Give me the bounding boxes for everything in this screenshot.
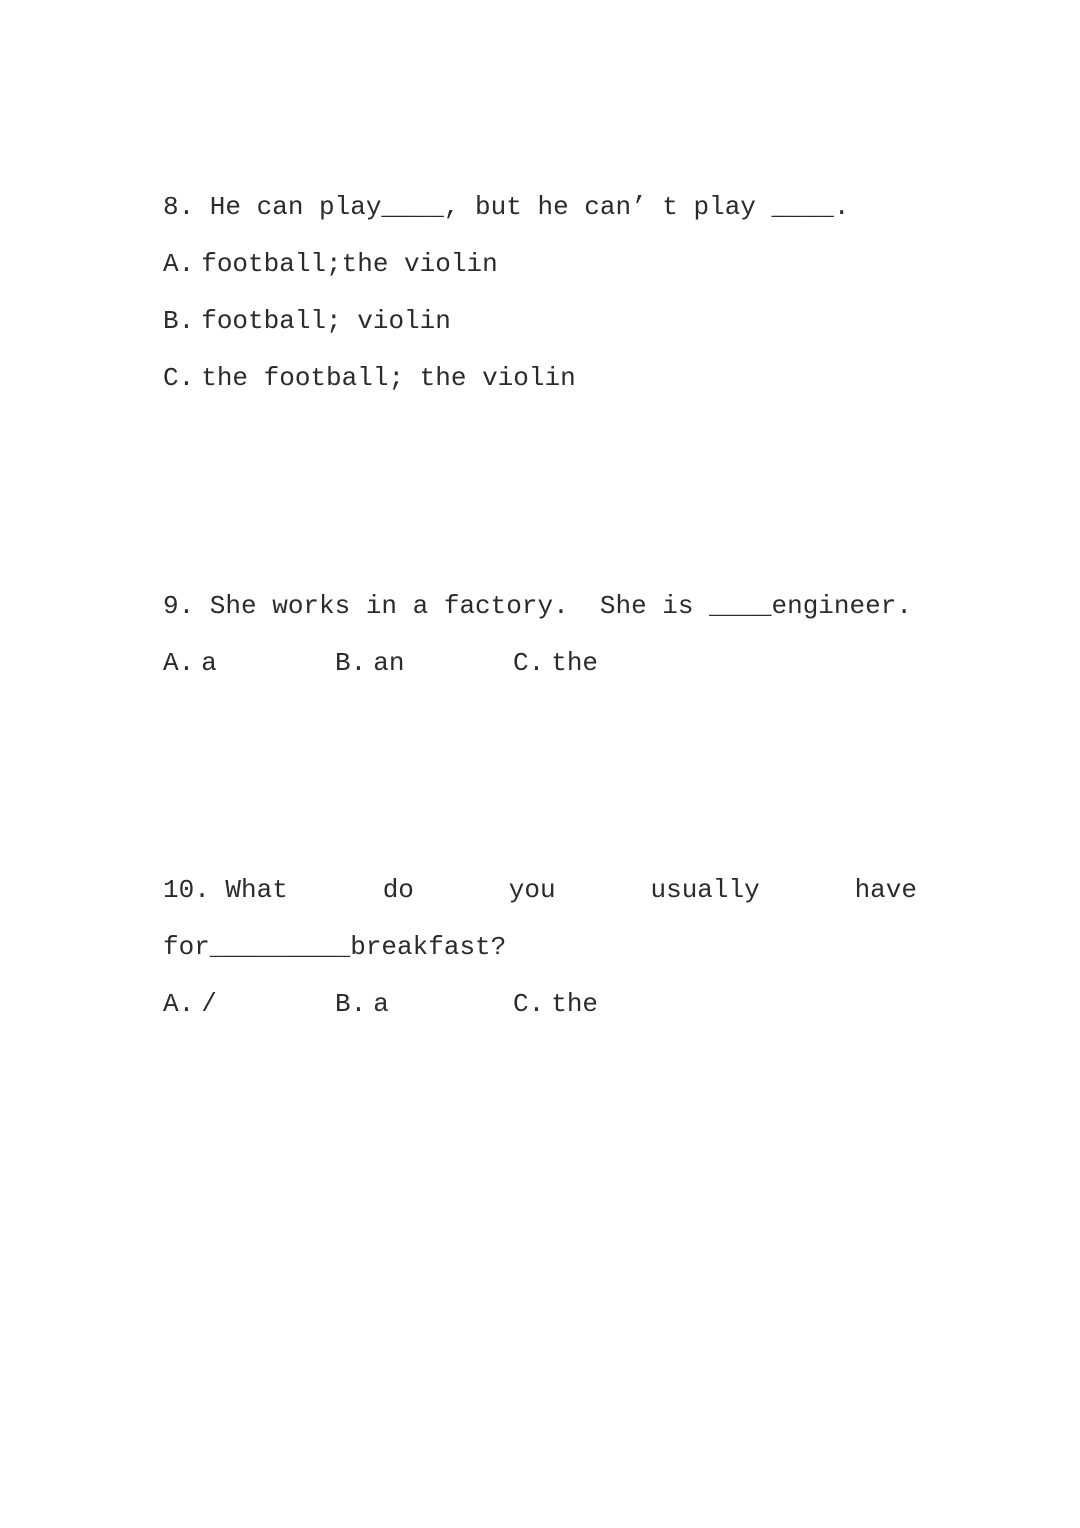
stem-token: you bbox=[508, 875, 556, 905]
question-8-stem: 8. He can play____, but he can’ t play ____. bbox=[163, 192, 850, 222]
option-label: B. bbox=[163, 306, 195, 336]
option-text: the football; the violin bbox=[201, 363, 576, 393]
question-10-option-a bbox=[163, 976, 335, 1033]
question-8 bbox=[163, 179, 917, 407]
stem-token: usually bbox=[650, 875, 760, 905]
stem-token: do bbox=[382, 875, 414, 905]
option-text: the bbox=[551, 648, 599, 678]
question-10-option-c bbox=[513, 976, 917, 1033]
option-text: football; violin bbox=[201, 306, 451, 336]
option-text: a bbox=[373, 989, 389, 1019]
option-text: / bbox=[201, 989, 217, 1019]
option-label: A. bbox=[163, 249, 195, 279]
option-text: football;the violin bbox=[201, 249, 498, 279]
option-label: A. bbox=[163, 989, 195, 1019]
option-label: C. bbox=[513, 648, 545, 678]
option-label: C. bbox=[163, 363, 195, 393]
option-label: B. bbox=[335, 648, 367, 678]
question-8-option-b bbox=[163, 293, 917, 350]
question-10-options bbox=[163, 976, 917, 1033]
option-text: a bbox=[201, 648, 217, 678]
option-text: an bbox=[373, 648, 405, 678]
option-text: the bbox=[551, 989, 599, 1019]
question-10 bbox=[163, 862, 917, 1033]
question-9-option-a bbox=[163, 635, 335, 692]
question-8-option-c bbox=[163, 350, 917, 407]
stem-token: 10. What bbox=[163, 875, 288, 905]
question-9-stem: 9. She works in a factory. She is ____engineer. bbox=[163, 591, 912, 621]
option-label: A. bbox=[163, 648, 195, 678]
option-label: C. bbox=[513, 989, 545, 1019]
question-9-option-c bbox=[513, 635, 917, 692]
question-10-option-b bbox=[335, 976, 513, 1033]
option-label: B. bbox=[335, 989, 367, 1019]
question-9-options bbox=[163, 635, 917, 692]
question-8-option-a bbox=[163, 236, 917, 293]
question-10-stem-line-2: for_________breakfast? bbox=[163, 932, 507, 962]
question-9-option-b bbox=[335, 635, 513, 692]
question-10-stem-line-1 bbox=[163, 862, 917, 919]
question-9 bbox=[163, 578, 917, 692]
stem-token: have bbox=[854, 875, 917, 905]
